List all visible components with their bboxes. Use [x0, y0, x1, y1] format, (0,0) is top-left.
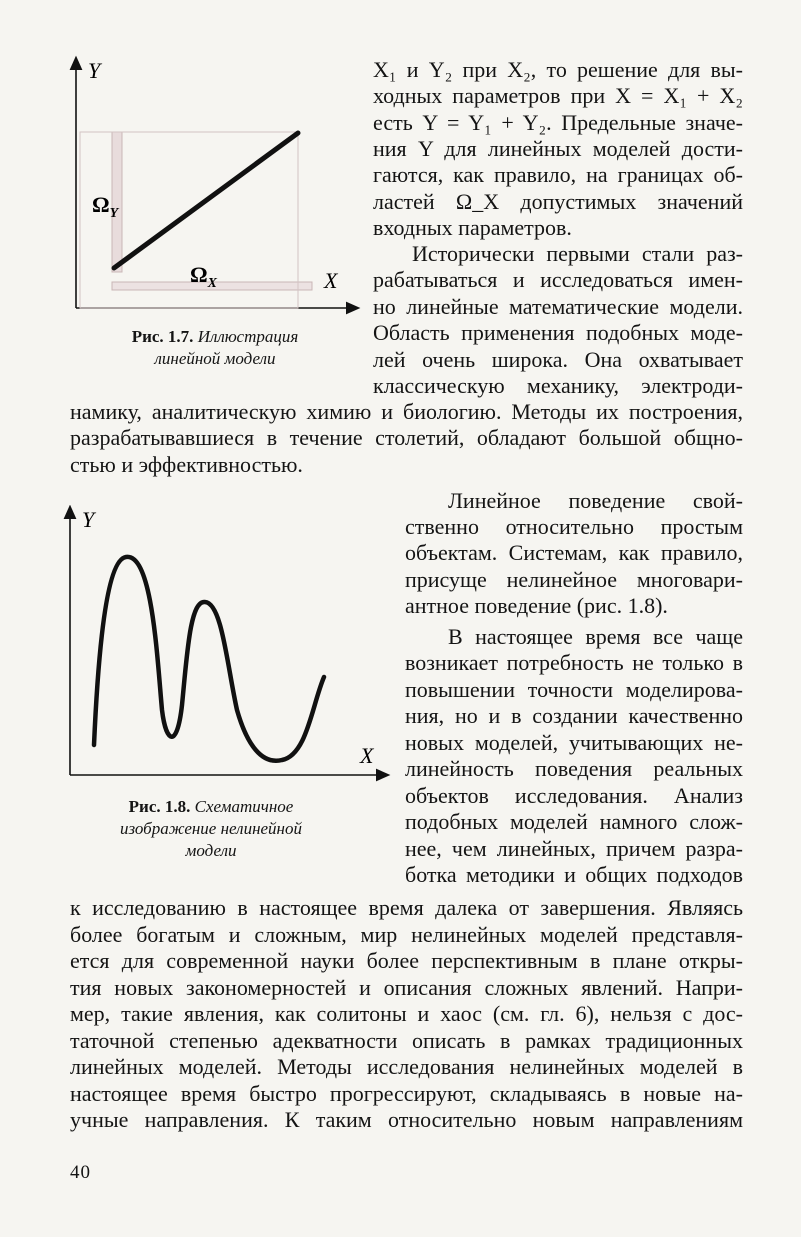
text-line: ется для современной науки более перспективным в плане откры- [70, 948, 743, 973]
text-line: ственно относительно простым [405, 514, 743, 539]
text-line: нее, чем линейных, причем разра- [405, 836, 743, 861]
text-line: возникает потребность не только в [405, 650, 743, 675]
caption-title: Иллюстрация [197, 327, 299, 346]
text-line: учные направления. К таким относительно новым направлениям [70, 1107, 743, 1132]
text-line: ботка методики и общих подходов [405, 862, 743, 887]
text-line: ния Y для линейных моделей дости- [373, 136, 743, 161]
text-line: линейных моделей. Методы исследования нелинейных моделей в [70, 1054, 743, 1079]
figure-1-8-nonlinear-model [62, 505, 392, 785]
figure-1-8-caption [86, 796, 336, 862]
text-line: есть Y = Y₁ + Y₂. Предельные значе- [373, 110, 743, 135]
text-line: линейность поведения реальных [405, 756, 743, 781]
figure-1-7-caption [70, 326, 360, 370]
text-line: тия новых закономерностей и описания сложных явлений. Напри- [70, 975, 743, 1000]
text-line: ходных параметров при X = X₁ + X₂ [373, 83, 743, 108]
omega-y-region [112, 132, 122, 272]
text-line: к исследованию в настоящее время далека от завершения. Являясь [70, 895, 743, 920]
text-line: разрабатывавшиеся в течение столетий, обладают большой общно- [70, 425, 743, 450]
text-line: настоящее время быстро прогрессируют, складываясь в новые на- [70, 1081, 743, 1106]
text-line: повышении точности моделирова- [405, 677, 743, 702]
caption-title: линейной модели [154, 349, 276, 368]
omega-x-label: $\Omega_X$ [190, 262, 217, 291]
text-line: Линейное поведение свой- [448, 488, 743, 513]
linear-graph [114, 133, 298, 268]
text-line: Область применения подобных моде- [373, 320, 743, 345]
x-axis-label: X [324, 268, 338, 293]
text-line: объектов исследования. Анализ [405, 783, 743, 808]
text-line: рабатываться и исследоваться имен- [373, 267, 743, 292]
text-line: ластей Ω_X допустимых значений [373, 189, 743, 214]
figure-1-7-linear-model [62, 50, 362, 320]
text-line: более богатым и сложным, мир нелинейных моделей представля- [70, 922, 743, 947]
text-line: Исторически первыми стали раз- [412, 241, 743, 266]
y-axis-label: Y [88, 58, 101, 83]
text-line: лей очень широка. Она охватывает [373, 347, 743, 372]
text-line: ния, но и в создании качественно [405, 703, 743, 728]
text-line: присуще нелинейное многовари- [405, 567, 743, 592]
caption-number: Рис. 1.8. [128, 797, 191, 816]
text-line: новых моделей, учитывающих не- [405, 730, 743, 755]
caption-title: изображение нелинейной [120, 819, 302, 838]
text-line: классическую механику, электроди- [373, 373, 743, 398]
x-axis-label: X [360, 743, 374, 768]
text-line: гаются, как правило, на границах об- [373, 162, 743, 187]
text-line: стью и эффективностью. [70, 452, 303, 477]
text-line: В настоящее время все чаще [448, 624, 743, 649]
caption-number: Рис. 1.7. [131, 327, 194, 346]
text-line: но линейные математические модели. [373, 294, 743, 319]
page-number: 40 [70, 1162, 91, 1183]
y-axis-label: Y [82, 507, 95, 532]
text-line: намику, аналитическую химию и биологию. Методы их построения, [70, 399, 743, 424]
caption-title: Схематичное [194, 797, 294, 816]
nonlinear-curve [94, 557, 324, 761]
text-line: X₁ и Y₂ при X₂, то решение для вы- [373, 57, 743, 82]
text-line: антное поведение (рис. 1.8). [405, 593, 668, 618]
caption-title: модели [185, 841, 237, 860]
text-line: таточной степенью адекватности описать в рамках традиционных [70, 1028, 743, 1053]
text-line: объектам. Системам, как правило, [405, 540, 743, 565]
text-line: входных параметров. [373, 215, 572, 240]
text-line: подобных моделей намного слож- [405, 809, 743, 834]
text-line: мер, такие явления, как солитоны и хаос (см. гл. 6), нельзя с дос- [70, 1001, 743, 1026]
omega-y-label: $\Omega_Y$ [92, 192, 119, 221]
